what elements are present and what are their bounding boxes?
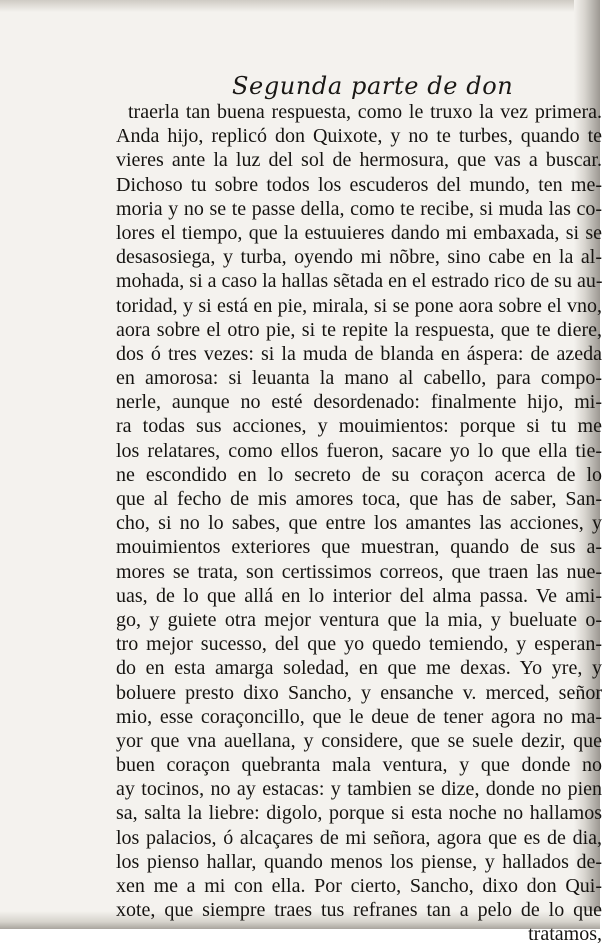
text-line: mouimientos exteriores que muestran, quando de sus a- <box>116 536 602 559</box>
text-line: Dichoso tu sobre todos los escuderos del mundo, ten me- <box>116 173 602 196</box>
text-line: yor que vna auellana, y considere, que se suele dezir, que <box>116 729 602 752</box>
text-line: desasosiega, y turba, oyendo mi nõbre, sino cabe en la al- <box>116 246 602 269</box>
text-line: do en esta amarga soledad, en que me dexas. Yo yre, y <box>116 657 602 680</box>
text-line: ra todas sus acciones, y mouimientos: porque si tu me <box>116 415 602 438</box>
text-line: Anda hijo, replicó don Quixote, y no te turbes, quando te <box>116 125 602 148</box>
text-line: ne escondido en lo secreto de su coraçon acerca de lo <box>116 463 602 486</box>
text-line: mores se trata, son certissimos correos, que traen las nue- <box>116 560 602 583</box>
text-line: toridad, y si está en pie, mirala, si se pone aora sobre el vno, <box>116 294 602 317</box>
text-line: nerle, aunque no esté desordenado: finalmente hijo, mi- <box>116 391 602 414</box>
text-line: go, y guiete otra mejor ventura que la mia, y bueluate o- <box>116 608 602 631</box>
text-line: uas, de lo que allá en lo interior del alma passa. Ve ami- <box>116 584 602 607</box>
text-line: mio, esse coraçoncillo, que le deue de tener agora no ma- <box>116 705 602 728</box>
text-line: en amorosa: si leuanta la mano al cabello, para compo- <box>116 367 602 390</box>
text-line: mohada, si a caso la hallas sẽtada en el estrado rico de su au- <box>116 270 602 293</box>
text-line: tro mejor sucesso, del que yo quedo temiendo, y esperan- <box>116 633 602 656</box>
text-line: dos ó tres vezes: si la muda de blanda en áspera: de azeda <box>116 342 602 365</box>
text-line: xen me a mi con ella. Por cierto, Sancho, dixo don Qui- <box>116 875 602 897</box>
text-line: sa, salta la liebre: digolo, porque si esta noche no hallamos <box>116 802 602 825</box>
text-line: vieres ante la luz del sol de hermosura, que vas a buscar. <box>116 149 602 172</box>
text-line: que al fecho de mis amores toca, que has de saber, San- <box>116 488 602 510</box>
text-line: lores el tiempo, que la estuuieres dando mi embaxada, si se <box>116 221 602 244</box>
text-line: moria y no se te passe della, como te recibe, si muda las co- <box>116 197 602 220</box>
text-line: boluere presto dixo Sancho, y ensanche v. merced, señor <box>116 681 602 704</box>
catchword: tratamos, <box>528 923 602 946</box>
text-line: ay tocinos, no ay estacas: y tambien se dize, donde no pien <box>116 778 602 801</box>
text-line: los palacios, ó alcaçares de mi señora, agora que es de dia, <box>116 826 602 849</box>
text-line: los relatares, como ellos fueron, sacare yo lo que ella tie- <box>116 439 602 462</box>
text-line: xote, que siempre traes tus refranes tan a pelo de lo que <box>116 899 602 922</box>
text-line: los pienso hallar, quando menos los piense, y hallados de- <box>116 850 602 873</box>
page-top-edge <box>0 0 600 12</box>
text-line: traerla tan buena respuesta, como le truxo la vez primera. <box>128 101 602 123</box>
running-head: Segunda parte de don <box>232 72 514 100</box>
text-line: cho, si no lo sabes, que entre los amantes las acciones, y <box>116 512 602 535</box>
text-line: buen coraçon quebranta mala ventura, y que donde no <box>116 754 602 777</box>
body-text <box>116 100 602 947</box>
text-line: aora sobre el otro pie, si te repite la respuesta, que te diere, <box>116 318 602 341</box>
